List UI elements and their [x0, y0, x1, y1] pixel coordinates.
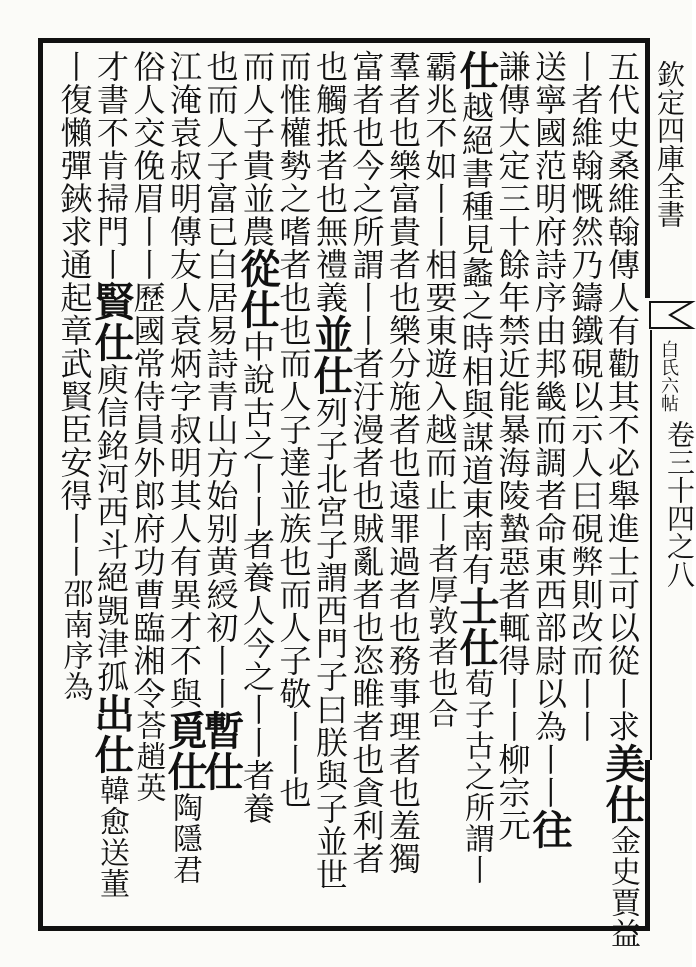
- text-column: [494, 50, 531, 920]
- column-text: [275, 50, 312, 809]
- heading-term: 覓仕: [161, 710, 208, 792]
- text-column: [421, 50, 458, 920]
- column-text: [88, 50, 135, 899]
- body-text: 送寧國范明府詩序由邦畿而調者命東西部尉以為丨丨: [530, 50, 568, 809]
- column-text: [599, 50, 646, 949]
- column-text: [197, 50, 245, 792]
- heading-term: 並仕: [307, 314, 354, 396]
- body-text: 江淹袁叔明傳友人袁炳字叔明其人有異才不與: [165, 50, 203, 710]
- body-text: 俗人交俛眉丨丨歷國常侍員外郎府功曹臨湘令: [128, 50, 167, 710]
- heading-term: 往: [526, 809, 573, 850]
- body-text: 列子北宮子謂西門子曰朕與子並世: [311, 396, 349, 891]
- column-text: [307, 50, 354, 891]
- margin-title: 欽定四庫全書: [653, 60, 686, 228]
- text-column: [599, 50, 646, 949]
- annotation-text: 金史賈益: [605, 825, 640, 949]
- frame-bottom-border: [38, 926, 650, 931]
- margin-page-mark: 白氏六帖: [658, 340, 679, 412]
- column-text: [421, 50, 458, 729]
- annotation-text: 邵南序為: [57, 578, 93, 702]
- body-text: 羣者也樂富貴者也樂分施者也遠罪過者也務事理者也羞獨: [384, 50, 422, 875]
- frame-right-border: [645, 38, 650, 298]
- column-text: [453, 50, 500, 885]
- annotation-text: 丨者厚敦者也合: [422, 512, 458, 729]
- text-column: [307, 50, 354, 920]
- frame-top-border: [38, 38, 650, 43]
- body-text: 謙傳大定三十餘年禁近能暴海陵蟄惡者輒得丨丨柳宗元: [493, 50, 532, 842]
- annotation-text: 荀子古之所謂丨: [459, 668, 494, 885]
- annotation-text: 陶隱君: [167, 792, 202, 885]
- text-column: [453, 50, 500, 920]
- fish-tail-icon: [650, 300, 692, 330]
- body-text: 也而人子富: [201, 50, 240, 215]
- heading-term: 賢仕: [88, 281, 135, 363]
- body-text: 也而人子達並族也而人子敬丨丨也: [274, 314, 313, 809]
- body-text: 而人子貴並農: [238, 50, 276, 248]
- body-text: 而惟權勢之嗜者也: [274, 50, 313, 314]
- column-text: [494, 50, 531, 842]
- text-column: [567, 50, 604, 920]
- margin-lower: [650, 330, 694, 760]
- annotation-text: 韓愈送董: [94, 775, 129, 899]
- text-column: [526, 50, 573, 920]
- body-text: 庾信銘河西斗絕覬津孤: [92, 363, 130, 693]
- annotation-text: 荅趙英: [130, 710, 166, 803]
- text-column: [161, 50, 208, 920]
- column-text: [526, 50, 573, 850]
- text-column: [348, 50, 385, 920]
- margin-section: 卷三十四之八: [663, 420, 696, 588]
- body-text: 也觸抵者也無禮義: [311, 50, 349, 314]
- body-text: 起章武賢臣安得丨丨: [55, 281, 94, 578]
- body-text: 富者也今之所謂丨丨者汙漫者也賊亂者也恣睢者也貪利者: [347, 50, 386, 875]
- heading-term: 出仕: [88, 693, 135, 775]
- column-text: [348, 50, 385, 875]
- text-column: [129, 50, 166, 920]
- column-text: [385, 50, 422, 875]
- text-column: [275, 50, 312, 920]
- body-text: 中說古之丨丨者養人今之丨丨者養: [238, 330, 276, 825]
- heading-term: 從仕: [234, 248, 281, 330]
- body-text: 丨復懶彈鋏求通: [55, 50, 94, 281]
- column-text: [129, 50, 166, 803]
- heading-term: 仕: [453, 50, 500, 91]
- body-text: 才書不肯掃門丨: [92, 50, 130, 281]
- column-text: [56, 50, 93, 702]
- text-column: [56, 50, 93, 920]
- body-text: 丨者維翰慨然乃鑄鐵硯以示人曰硯弊則改而丨丨: [566, 50, 605, 743]
- body-text: 越絕書種見蠡之時相與謀道東南有: [457, 91, 495, 586]
- text-column: [385, 50, 422, 920]
- heading-term: 美仕: [599, 743, 646, 825]
- body-text: 已白居易詩青山方始别黄綬初丨丨: [201, 215, 240, 710]
- column-text: [161, 50, 208, 885]
- heading-term: 暫仕: [197, 710, 245, 792]
- body-text: 霸兆不如丨丨相要東遊入越而止: [420, 50, 459, 512]
- column-text: [567, 50, 604, 743]
- body-text: 五代史桑維翰傳人有勸其不必舉進士可以從丨求: [603, 50, 641, 743]
- column-text: [234, 50, 281, 825]
- text-column: [88, 50, 135, 920]
- frame-left-border: [38, 38, 43, 931]
- heading-term: 士仕: [453, 586, 500, 668]
